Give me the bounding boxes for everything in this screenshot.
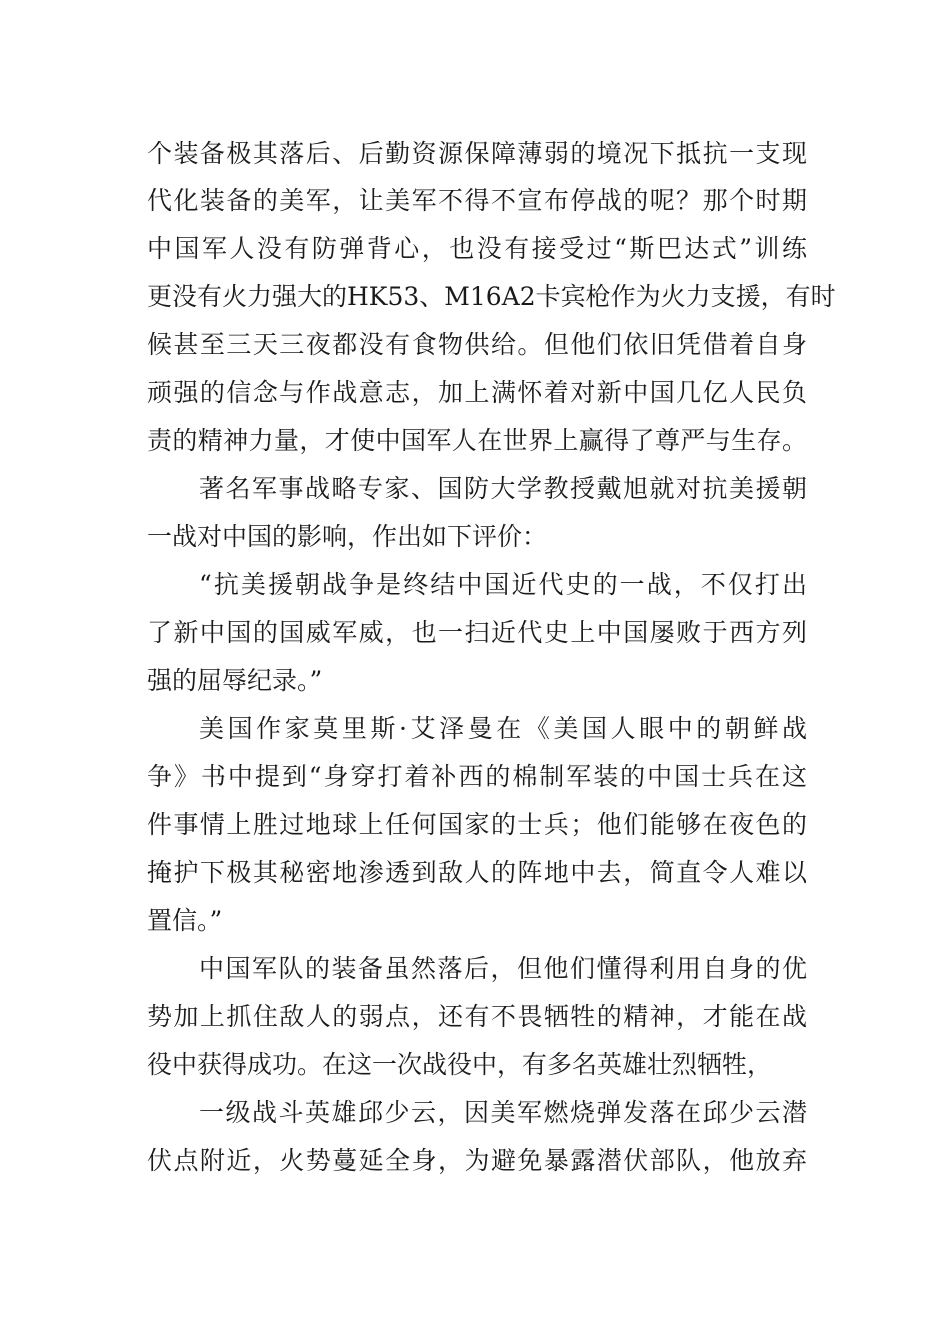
quote-line: 了新中国的国威军威，也一扫近代史上中国屡败于西方列 — [147, 618, 807, 647]
text-line: 置信。” — [147, 906, 223, 935]
text-line: 中国军人没有防弹背心，也没有接受过“斯巴达式”训练 — [147, 234, 807, 263]
paragraph-first-line: 著名军事战略专家、国防大学教授戴旭就对抗美援朝 — [199, 474, 807, 503]
text-line: 责的精神力量，才使中国军人在世界上赢得了尊严与生存。 — [147, 426, 807, 455]
text-line: 顽强的信念与作战意志，加上满怀着对新中国几亿人民负 — [147, 378, 807, 407]
text-line: 个装备极其落后、后勤资源保障薄弱的境况下抵抗一支现 — [147, 139, 807, 168]
text-line: 代化装备的美军，让美军不得不宣布停战的呢？那个时期 — [147, 186, 807, 215]
text-line: 更没有火力强大的HK53、M16A2卡宾枪作为火力支援，有时 — [147, 282, 836, 311]
text-line: 伏点附近，火势蔓延全身，为避免暴露潜伏部队，他放弃 — [147, 1146, 807, 1175]
paragraph-first-line: 美国作家莫里斯·艾泽曼在《美国人眼中的朝鲜战 — [199, 714, 807, 743]
text-line: 件事情上胜过地球上任何国家的士兵；他们能够在夜色的 — [147, 810, 807, 839]
quote-first-line: “抗美援朝战争是终结中国近代史的一战，不仅打出 — [199, 570, 807, 599]
text-line: 争》书中提到“身穿打着补西的棉制军装的中国士兵在这 — [147, 762, 807, 791]
text-line: 一战对中国的影响，作出如下评价： — [147, 522, 548, 551]
text-line: 役中获得成功。在这一次战役中，有多名英雄壮烈牺牲， — [147, 1050, 773, 1079]
text-line: 候甚至三天三夜都没有食物供给。但他们依旧凭借着自身 — [147, 330, 807, 359]
paragraph-first-line: 一级战斗英雄邱少云，因美军燃烧弹发落在邱少云潜 — [199, 1098, 807, 1127]
paragraph-first-line: 中国军队的装备虽然落后，但他们懂得利用自身的优 — [199, 954, 807, 983]
quote-line: 强的屈辱纪录。” — [147, 666, 323, 695]
text-line: 掩护下极其秘密地渗透到敌人的阵地中去，简直令人难以 — [147, 858, 807, 887]
text-line: 势加上抓住敌人的弱点，还有不畏牺牲的精神，才能在战 — [147, 1002, 807, 1031]
